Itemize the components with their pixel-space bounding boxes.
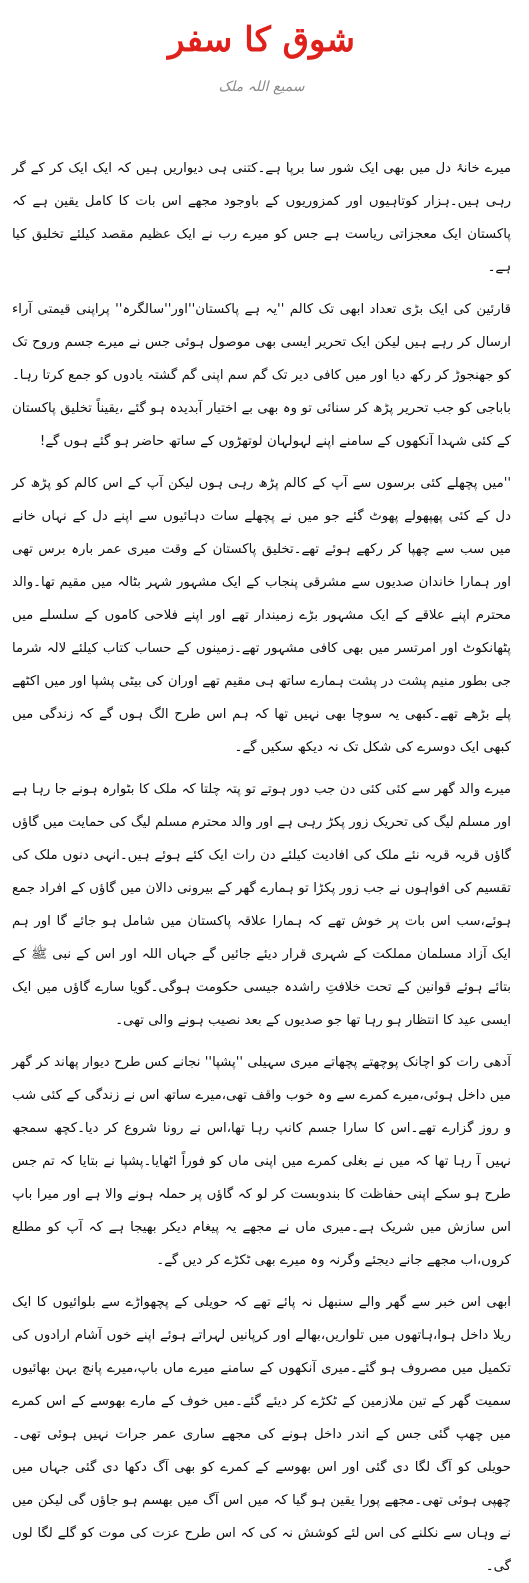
paragraph: میرے والد گھر سے کئی کئی دن جب دور ہوتے تو پتہ چلتا کہ ملک کا بٹوارہ ہونے جا رہا ہے اور مسلم لیگ کی تحریک زور پکڑ رہی ہے اور والد محترم مسلم لیگ کی حمایت میں گاؤں گاؤں قریہ قریہ نئے ملک کی افادیت کیلئے دن رات ایک کئے ہوئے ہیں۔انہی دنوں ملک کی تقسیم کی افواہوں نے جب زور پکڑا تو ہمارے گھر کے بیرونی دالان میں گاؤں کے افراد جمع ہوئے،سب اس بات پر خوش تھے کہ ہمارا علاقہ پاکستان میں شامل ہو جائے گا اور ہم ایک آزاد مسلمان مملکت کے شہری قرار دیئے جائیں گے جہاں اللہ اور اس کے نبی ﷺ کے بتائے ہوئے قوانین کے تحت خلافتِ راشدہ جیسی حکومت ہوگی۔گویا سارے گاؤں میں ایک ایسی عید کا انتظار ہو رہا تھا جو صدیوں کے بعد نصیب ہونے والی تھی۔	[12, 782, 511, 1028]
article-title: شوق کا سفر	[167, 20, 356, 60]
paragraph: آدھی رات کو اچانک پوچھتے پچھاتے میری سہیلی ''پشپا'' نجانے کس طرح دیوار پھاند کر گھر میں داخل ہوئی،میرے کمرے سے وہ خوب واقف تھی،میرے ساتھ اس نے زندگی کے کئی شب و روز گزارے تھے۔اس کا سارا جسم کانپ رہا تھا،اس نے رونا شروع کر دیا۔کچھ سمجھ نہیں آ رہا تھا کہ میں نے بغلی کمرے میں اپنی ماں کو فوراً اٹھایا۔پشپا نے بتایا کہ تم جس طرح ہو سکے اپنی حفاظت کا بندوبست کر لو کہ گاؤں پر حملہ ہونے والا ہے اور میرا باپ اس سازش میں شریک ہے۔میری ماں نے مجھے یہ پیغام دیکر بھیجا ہے کہ آپ کو مطلع کروں،اب مجھے جانے دیجئے وگرنہ وہ میرے بھی ٹکڑے کر دیں گے۔	[12, 1055, 511, 1268]
paragraph: قارئین کی ایک بڑی تعداد ابھی تک کالم ''یہ ہے پاکستان''اور''سالگرہ'' پراپنی قیمتی آراء ارسال کر رہے ہیں لیکن ایک تحریر ایسی بھی موصول ہوئی جس نے میرے جسم وروح تک کو جھنجوڑ کر رکھ دیا اور میں کافی دیر تک گم سم اپنی گم گشتہ یادوں کو جمع کرتا رہا۔باباجی کو جب تحریر پڑھ کر سنائی تو وہ بھی بے اختیار آبدیدہ ہو گئے ،یقیناً تخلیق پاکستان کے کئی شہدا آنکھوں کے سامنے اپنے لہولہان لوتھڑوں کے ساتھ حاضر ہو گئے ہوں گے!	[12, 302, 511, 449]
header-spacer	[12, 104, 511, 152]
paragraph: میرے خانۂ دل میں بھی ایک شور سا برپا ہے۔کتنی ہی دیواریں ہیں کہ ایک ایک کر کے گر رہی ہیں۔ہزار کوتاہیوں اور کمزوریوں کے باوجود مجھے اس بات کا کامل یقین ہے کہ پاکستان ایک معجزاتی ریاست ہے جس کو میرے رب نے ایک عظیم مقصد کیلئے تخلیق کیا ہے۔	[12, 161, 511, 275]
paragraph: ''میں پچھلے کئی برسوں سے آپ کے کالم پڑھ رہی ہوں لیکن آپ کے اس کالم کو پڑھ کر دل کے کئی پھپھولے پھوٹ گئے جو میں نے پچھلے سات دہائیوں سے اپنے دل کے نہاں خانے میں سب سے چھپا کر رکھے ہوئے تھے۔تخلیق پاکستان کے وقت میری عمر بارہ برس تھی اور ہمارا خاندان صدیوں سے مشرقی پنجاب کے ایک مشہور شہر بٹالہ میں مقیم تھا۔والد محترم اپنے علاقے کے ایک مشہور بڑے زمیندار تھے اور اپنے فلاحی کاموں کے سلسلے میں پٹھانکوٹ اور امرتسر میں بھی کافی مشہور تھے۔زمینوں کے حساب کتاب کیلئے لالہ شرما جی بطور منیم پشت در پشت ہمارے ساتھ ہی مقیم تھے اوران کی بیٹی پشپا اور میں اکٹھے پلے بڑھے تھے۔کبھی یہ سوچا بھی نہیں تھا کہ ہم اس طرح الگ ہوں گے کہ زندگی میں کبھی ایک دوسرے کی شکل تک نہ دیکھ سکیں گے۔	[12, 476, 511, 755]
article-body	[12, 152, 511, 1583]
paragraph: ابھی اس خبر سے گھر والے سنبھل نہ پائے تھے کہ حویلی کے پچھواڑے سے بلوائیوں کا ایک ریلا داخل ہوا،ہاتھوں میں تلواریں،بھالے اور کرپانیں لہراتے ہوئے اپنے خوں آشام ارادوں کی تکمیل میں مصروف ہو گئے۔میری آنکھوں کے سامنے میرے ماں باپ،میرے پانچ بہن بھائیوں سمیت گھر کے تین ملازمین کے ٹکڑے کر دیئے گئے۔میں خوف کے مارے بھوسے کے اس کمرے میں چھپ گئی جس کے اندر داخل ہونے کی مجھے ساری عمر جرات نہیں ہوئی تھی۔حویلی کو آگ لگا دی گئی اور اس بھوسے کے کمرے کو بھی آگ دکھا دی گئی جہاں میں چھپی ہوئی تھی۔مجھے پورا یقین ہو گیا کہ میں اس آگ میں بھسم ہو جاؤں گی لیکن میں نے وہاں سے نکلنے کی اس لئے کوشش نہ کی کہ اس طرح عزت کی موت کو گلے لگا لوں گی۔	[12, 1295, 511, 1574]
author-name: سمیع اللہ ملک	[218, 79, 305, 95]
